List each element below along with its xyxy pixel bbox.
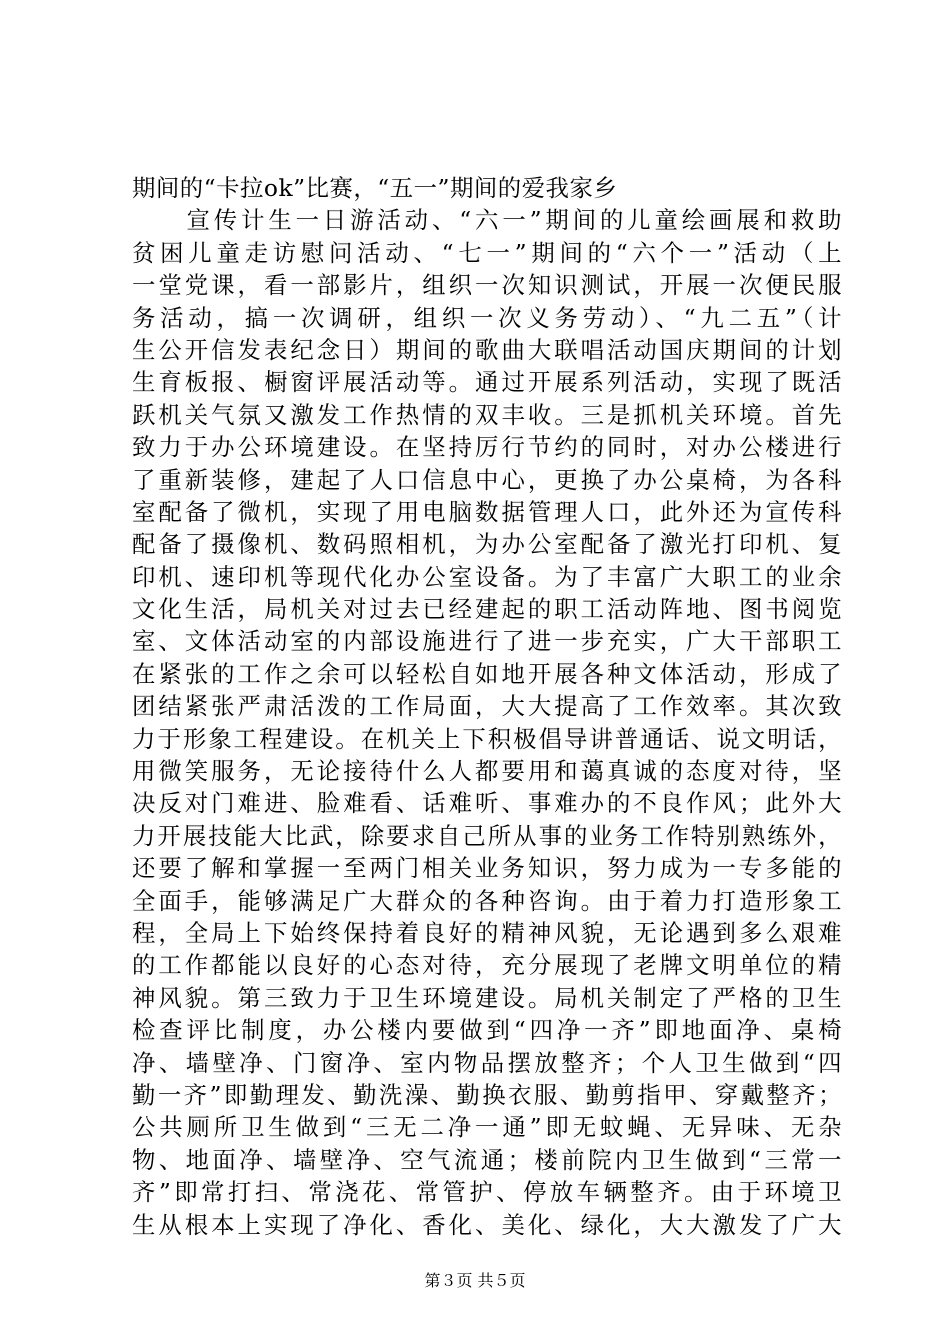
text-line: 生从根本上实现了净化、香化、美化、绿化，大大激发了广大 (132, 1210, 842, 1239)
text-line: 程，全局上下始终保持着良好的精神风貌，无论遇到多么艰难 (132, 918, 842, 947)
text-line: 决反对门难进、脸难看、话难听、事难办的不良作风；此外大 (132, 789, 842, 818)
page-number-label: 第３页 共５页 (424, 1271, 526, 1290)
text-line: 印机、速印机等现代化办公室设备。为了丰富广大职工的业余 (132, 562, 842, 591)
text-line: 全面手，能够满足广大群众的各种咨询。由于着力打造形象工 (132, 886, 842, 915)
text-line: 贫困儿童走访慰问活动、“七一”期间的“六个一”活动（上 (132, 238, 842, 267)
text-line: 致力于办公环境建设。在坚持厉行节约的同时，对办公楼进行 (132, 433, 842, 462)
text-line: 用微笑服务，无论接待什么人都要用和蔼真诚的态度对待，坚 (132, 757, 842, 786)
text-line: 齐”即常打扫、常浇花、常管护、停放车辆整齐。由于环境卫 (132, 1178, 842, 1207)
body-text (132, 172, 842, 1241)
text-line: 净、墙壁净、门窗净、室内物品摆放整齐；个人卫生做到“四 (132, 1048, 842, 1077)
text-line: 宣传计生一日游活动、“六一”期间的儿童绘画展和救助 (132, 206, 842, 235)
text-line: 神风貌。第三致力于卫生环境建设。局机关制定了严格的卫生 (132, 983, 842, 1012)
text-line: 还要了解和掌握一至两门相关业务知识，努力成为一专多能的 (132, 854, 842, 883)
text-line: 配备了摄像机、数码照相机，为办公室配备了激光打印机、复 (132, 530, 842, 559)
text-line: 文化生活，局机关对过去已经建起的职工活动阵地、图书阅览 (132, 595, 842, 624)
text-line: 生育板报、橱窗评展活动等。通过开展系列活动，实现了既活 (132, 368, 842, 397)
text-line: 跃机关气氛又激发工作热情的双丰收。三是抓机关环境。首先 (132, 400, 842, 429)
text-line: 在紧张的工作之余可以轻松自如地开展各种文体活动，形成了 (132, 659, 842, 688)
text-line: 室配备了微机，实现了用电脑数据管理人口，此外还为宣传科 (132, 497, 842, 526)
text-line: 力于形象工程建设。在机关上下积极倡导讲普通话、说文明话， (132, 724, 842, 753)
text-line: 一堂党课，看一部影片，组织一次知识测试，开展一次便民服 (132, 271, 842, 300)
text-line: 务活动，搞一次调研，组织一次义务劳动）、“九二五”（计 (132, 303, 842, 332)
text-line: 勤一齐”即勤理发、勤洗澡、勤换衣服、勤剪指甲、穿戴整齐； (132, 1080, 842, 1109)
text-line: 的工作都能以良好的心态对待，充分展现了老牌文明单位的精 (132, 951, 842, 980)
text-line: 力开展技能大比武，除要求自己所从事的业务工作特别熟练外， (132, 821, 842, 850)
text-line: 物、地面净、墙壁净、空气流通；楼前院内卫生做到“三常一 (132, 1145, 842, 1174)
text-line: 期间的“卡拉ok”比赛，“五一”期间的爱我家乡 (132, 174, 618, 202)
text-line: 了重新装修，建起了人口信息中心，更换了办公桌椅，为各科 (132, 465, 842, 494)
text-line: 公共厕所卫生做到“三无二净一通”即无蚊蝇、无异味、无杂 (132, 1113, 842, 1142)
text-line: 生公开信发表纪念日）期间的歌曲大联唱活动国庆期间的计划 (132, 335, 842, 364)
text-line: 检查评比制度，办公楼内要做到“四净一齐”即地面净、桌椅 (132, 1016, 842, 1045)
page-footer (0, 1271, 950, 1291)
text-line: 室、文体活动室的内部设施进行了进一步充实，广大干部职工 (132, 627, 842, 656)
text-line: 团结紧张严肃活泼的工作局面，大大提高了工作效率。其次致 (132, 692, 842, 721)
